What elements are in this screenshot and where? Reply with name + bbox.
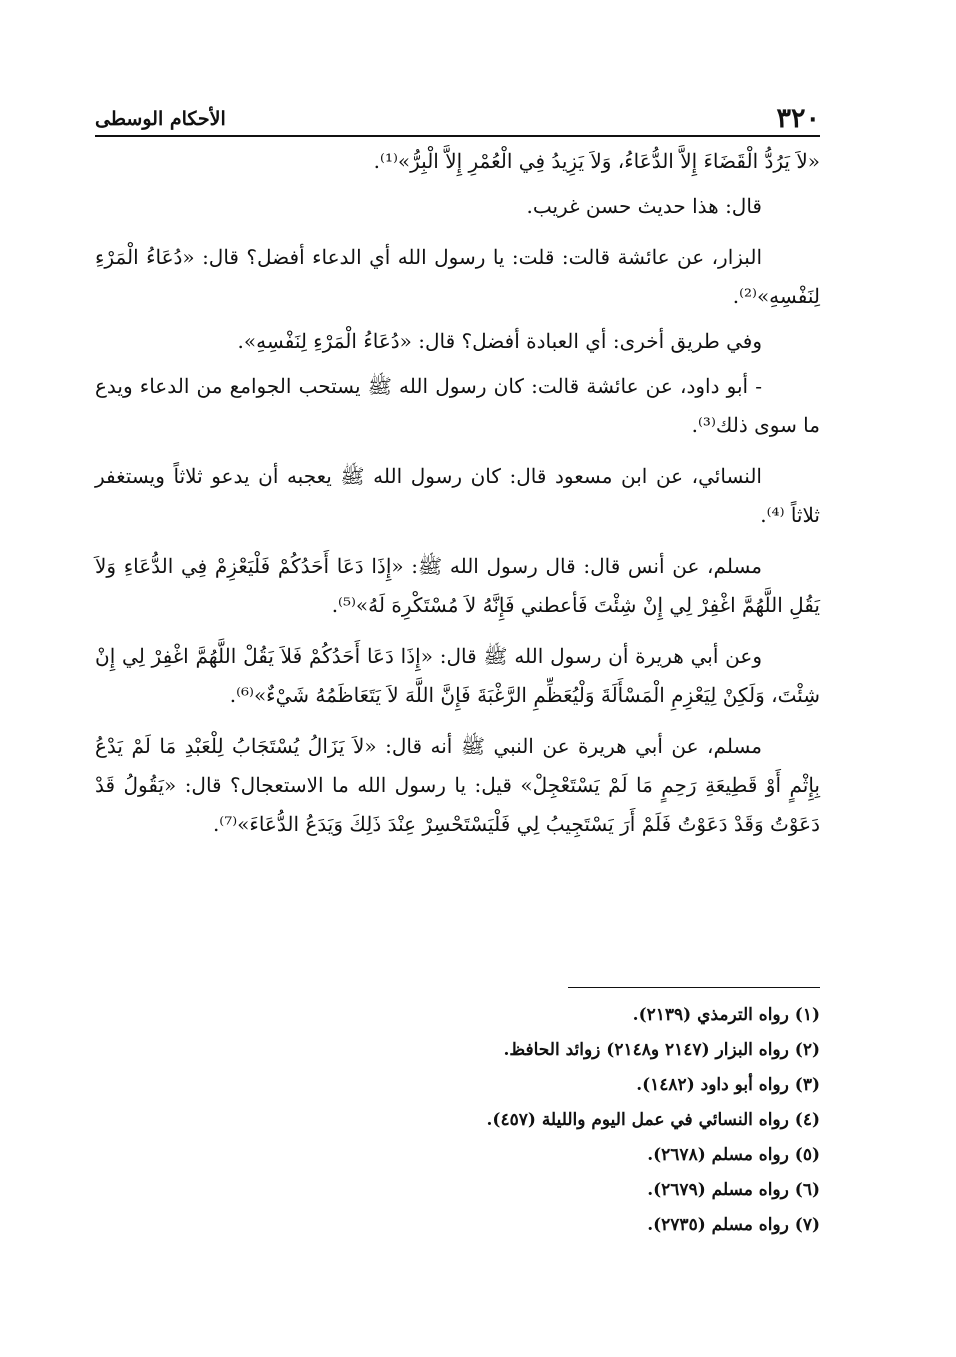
footnote-4: (٤) رواه النسائي في عمل اليوم والليلة (٤٥٧). — [486, 1110, 820, 1130]
footnote-6: (٦) رواه مسلم (٢٦٧٩). — [647, 1180, 820, 1200]
running-title: الأحكام الوسطى — [95, 108, 226, 130]
footnote-2: (٢) رواه البزار (٢١٤٧ و٢١٤٨) زوائد الحافظ. — [503, 1040, 820, 1060]
paragraph: «لاَ يَرُدُّ الْقَضَاءَ إِلاَّ الدُّعَاءُ، وَلاَ يَزِيدُ فِي الْعُمْرِ إِلاَّ الْبِرُّ»⁽¹⁾. — [373, 149, 820, 173]
page-header — [95, 88, 820, 132]
paragraph: - أبو داود، عن عائشة قالت: كان رسول الله ﷺ يستحب الجوامع من الدعاء ويدع ما سوى ذلك⁽³⁾. — [95, 374, 820, 437]
footnote-5: (٥) رواه مسلم (٢٦٧٨). — [647, 1145, 820, 1165]
main-text — [95, 142, 820, 856]
page-number: ٣٢٠ — [776, 103, 820, 134]
footnote-3: (٣) رواه أبو داود (١٤٨٢). — [636, 1075, 820, 1095]
header-rule — [95, 135, 820, 137]
footnote-1: (١) رواه الترمذي (٢١٣٩). — [632, 1005, 820, 1025]
paragraph: وفي طريق أخرى: أي العبادة أفضل؟ قال: «دُعَاءُ الْمَرْءِ لِنَفْسِهِ». — [237, 329, 762, 353]
footnotes — [95, 998, 820, 1243]
paragraph: البزار، عن عائشة قالت: قلت: يا رسول الله أي الدعاء أفضل؟ قال: «دُعَاءُ الْمَرْءِ لِنَفْسِهِ»⁽²⁾. — [95, 245, 820, 308]
paragraph: النسائي، عن ابن مسعود قال: كان رسول الله ﷺ يعجبه أن يدعو ثلاثاً ويستغفر ثلاثاً ⁽⁴⁾. — [95, 464, 820, 527]
paragraph: وعن أبي هريرة أن رسول الله ﷺ قال: «إِذَا دَعَا أَحَدُكُمْ فَلاَ يَقُلْ اللَّهُمَّ اغْفِرْ لِي إِنْ شِئْتَ، وَلَكِنْ لِيَعْزِمِ الْمَسْأَلَةَ وَلْيُعَظِّمِ الرَّغْبَةَ فَإِنَّ اللَّهَ لاَ يَتَعَاظَمُهُ شَيْءٌ»⁽⁶⁾. — [95, 644, 820, 707]
footnote-separator — [568, 987, 820, 988]
footnote-7: (٧) رواه مسلم (٢٧٣٥). — [647, 1215, 820, 1235]
paragraph: مسلم، عن أبي هريرة عن النبي ﷺ أنه قال: «لاَ يَزَالُ يُسْتَجَابُ لِلْعَبْدِ مَا لَمْ يَدْعُ بِإِثْمٍ أَوْ قَطِيعَةِ رَحِمٍ مَا لَمْ يَسْتَعْجِلْ» قيل: يا رسول الله ما الاستعجال؟ قال: «يَقُولُ قَدْ دَعَوْتُ وَقَدْ دَعَوْتُ فَلَمْ أَرَ يَسْتَجِيبُ لِي فَلْيَسْتَحْسِرْ عِنْدَ ذَلِكَ وَيَدَعُ الدُّعَاءَ»⁽⁷⁾. — [95, 734, 820, 836]
paragraph: مسلم، عن أنس قال: قال رسول الله ﷺ: «إِذَا دَعَا أَحَدُكُمْ فَلْيَعْزِمْ فِي الدُّعَاءِ وَلاَ يَقُلِ اللَّهُمَّ اغْفِرْ لِي إِنْ شِئْتَ فَأعطني فَإِنَّهُ لاَ مُسْتَكْرِهَ لَهُ»⁽⁵⁾. — [95, 554, 820, 617]
paragraph: قال: هذا حديث حسن غريب. — [526, 194, 762, 218]
